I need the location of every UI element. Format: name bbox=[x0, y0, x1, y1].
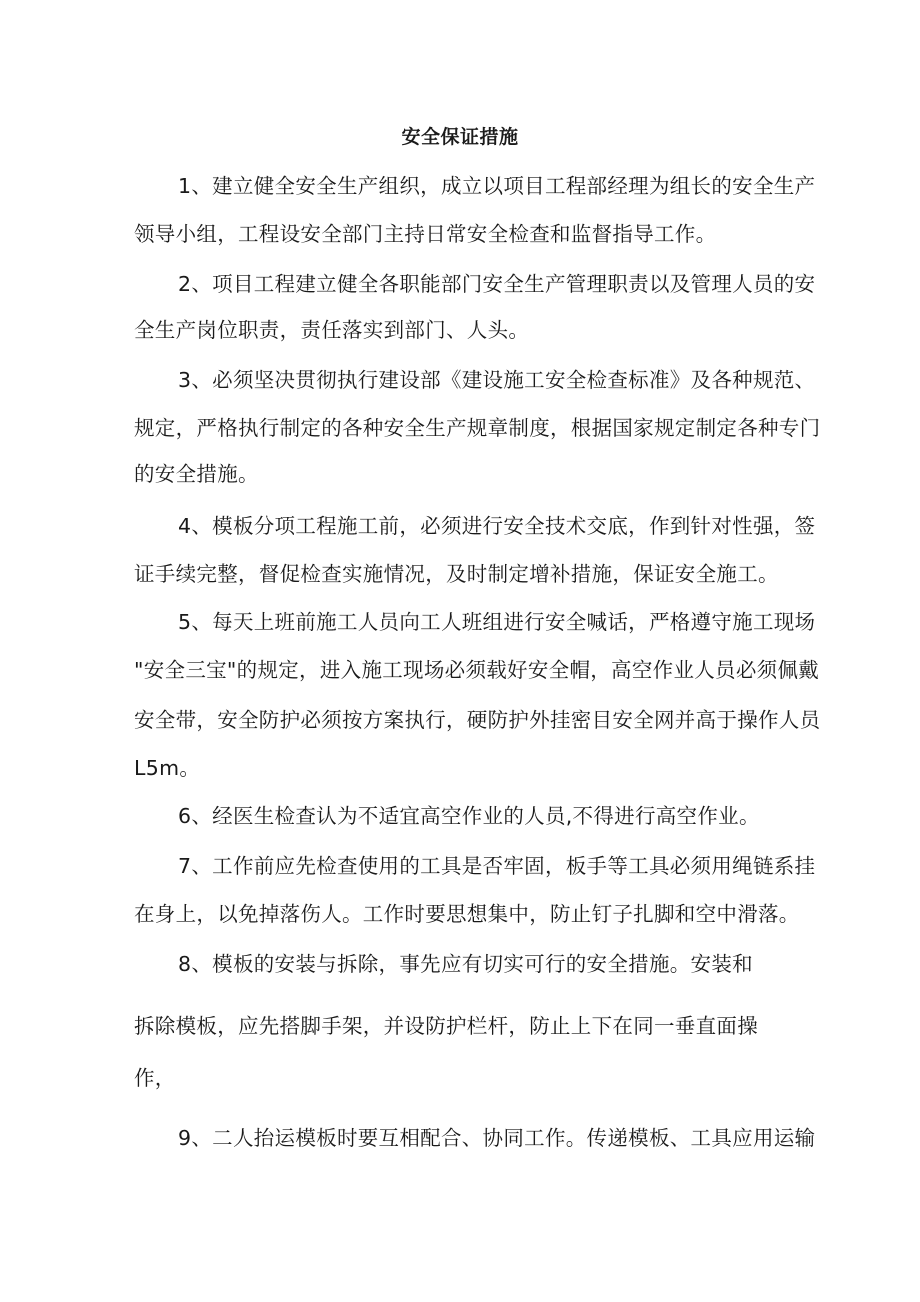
paragraph-line-6: 规定，严格执行制定的各种安全生产规章制度，根据国家规定制定各种专门 bbox=[134, 416, 821, 440]
paragraph-line-8: 4、模板分项工程施工前，必须进行安全技术交底，作到针对性强，签 bbox=[178, 514, 816, 538]
paragraph-line-5: 3、必须坚决贯彻执行建设部《建设施工安全检查标准》及各种规范、 bbox=[178, 368, 816, 392]
paragraph-line-20: 9、二人抬运模板时要互相配合、协同工作。传递模板、工具应用运输 bbox=[178, 1126, 816, 1150]
paragraph-line-10: 5、每天上班前施工人员向工人班组进行安全喊话，严格遵守施工现场 bbox=[178, 610, 816, 634]
document-title: 安全保证措施 bbox=[401, 126, 519, 148]
paragraph-line-15: 7、工作前应先检查使用的工具是否牢固，板手等工具必须用绳链系挂 bbox=[178, 854, 816, 878]
paragraph-line-3: 2、项目工程建立健全各职能部门安全生产管理职责以及管理人员的安 bbox=[178, 272, 816, 296]
paragraph-line-18: 拆除模板，应先搭脚手架，并设防护栏杆，防止上下在同一垂直面操 bbox=[134, 1014, 758, 1038]
paragraph-line-16: 在身上，以免掉落伤人。工作时要思想集中，防止钉子扎脚和空中滑落。 bbox=[134, 902, 800, 926]
paragraph-line-14: 6、经医生检查认为不适宜高空作业的人员,不得进行高空作业。 bbox=[178, 804, 760, 828]
paragraph-line-12: 安全带，安全防护必须按方案执行，硬防护外挂密目安全网并高于操作人员 bbox=[134, 708, 821, 732]
paragraph-line-19: 作， bbox=[134, 1066, 176, 1090]
paragraph-line-1: 1、建立健全安全生产组织，成立以项目工程部经理为组长的安全生产 bbox=[178, 174, 816, 198]
paragraph-line-11: "安全三宝"的规定，进入施工现场必须载好安全帽，高空作业人员必须佩戴 bbox=[134, 658, 820, 682]
paragraph-line-7: 的安全措施。 bbox=[134, 462, 259, 486]
paragraph-line-13: L5m。 bbox=[134, 756, 201, 780]
paragraph-line-17: 8、模板的安装与拆除，事先应有切实可行的安全措施。安装和 bbox=[178, 952, 753, 976]
paragraph-line-9: 证手续完整，督促检查实施情况，及时制定增补措施，保证安全施工。 bbox=[134, 562, 779, 586]
paragraph-line-2: 领导小组，工程设安全部门主持日常安全检查和监督指导工作。 bbox=[134, 222, 717, 246]
paragraph-line-4: 全生产岗位职责，责任落实到部门、人头。 bbox=[134, 318, 530, 342]
